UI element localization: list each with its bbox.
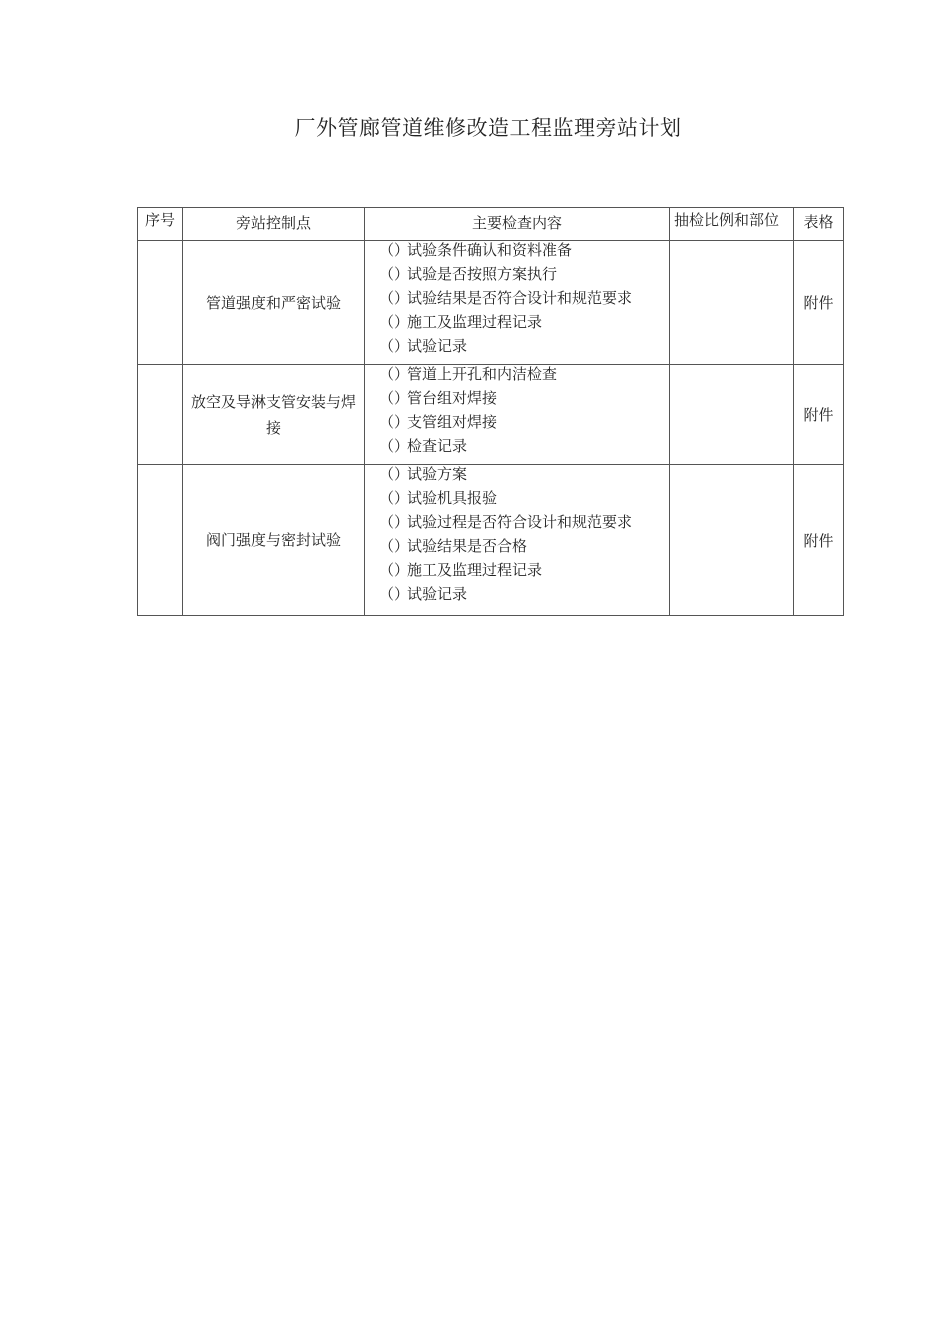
check-item: （）试验结果是否符合设计和规范要求 [379, 289, 633, 307]
row-form: 附件 [794, 241, 844, 365]
row-check-content [365, 465, 670, 616]
table-row [138, 365, 844, 465]
row-control-point: 阀门强度与密封试验 [183, 465, 365, 616]
row-form: 附件 [794, 465, 844, 616]
row-check-content [365, 241, 670, 365]
row-seq [138, 465, 183, 616]
header-form: 表格 [794, 208, 844, 241]
check-item: （）试验过程是否符合设计和规范要求 [379, 513, 633, 531]
check-item: （）试验机具报验 [379, 489, 498, 507]
row-sampling-ratio [670, 241, 794, 365]
row-control-point: 管道强度和严密试验 [183, 241, 365, 365]
check-item: （）试验记录 [379, 585, 468, 603]
check-item: （）试验条件确认和资料准备 [379, 241, 573, 259]
header-control-point: 旁站控制点 [183, 208, 365, 241]
document-title: 厂外管廊管道维修改造工程监理旁站计划 [294, 116, 682, 140]
check-item: （）管台组对焊接 [379, 389, 498, 407]
header-main-content: 主要检查内容 [365, 208, 670, 241]
header-seq: 序号 [138, 208, 183, 241]
check-item: （）施工及监理过程记录 [379, 313, 543, 331]
table-header-row [138, 208, 844, 241]
check-item: （）试验方案 [379, 465, 468, 483]
row-check-content [365, 365, 670, 465]
check-item: （）支管组对焊接 [379, 413, 498, 431]
check-item: （）试验是否按照方案执行 [379, 265, 558, 283]
check-item: （）试验记录 [379, 337, 468, 355]
row-sampling-ratio [670, 365, 794, 465]
row-control-point: 放空及导淋支管安装与焊接 [183, 365, 365, 465]
check-item: （）试验结果是否合格 [379, 537, 528, 555]
table-row [138, 241, 844, 365]
header-sampling-ratio: 抽检比例和部位 [670, 208, 794, 241]
check-item: （）管道上开孔和内洁检查 [379, 365, 558, 383]
row-seq [138, 241, 183, 365]
row-seq [138, 365, 183, 465]
table-row [138, 465, 844, 616]
row-sampling-ratio [670, 465, 794, 616]
supervision-plan-table [137, 207, 844, 616]
row-form: 附件 [794, 365, 844, 465]
check-item: （）检査记录 [379, 437, 468, 455]
check-item: （）施工及监理过程记录 [379, 561, 543, 579]
